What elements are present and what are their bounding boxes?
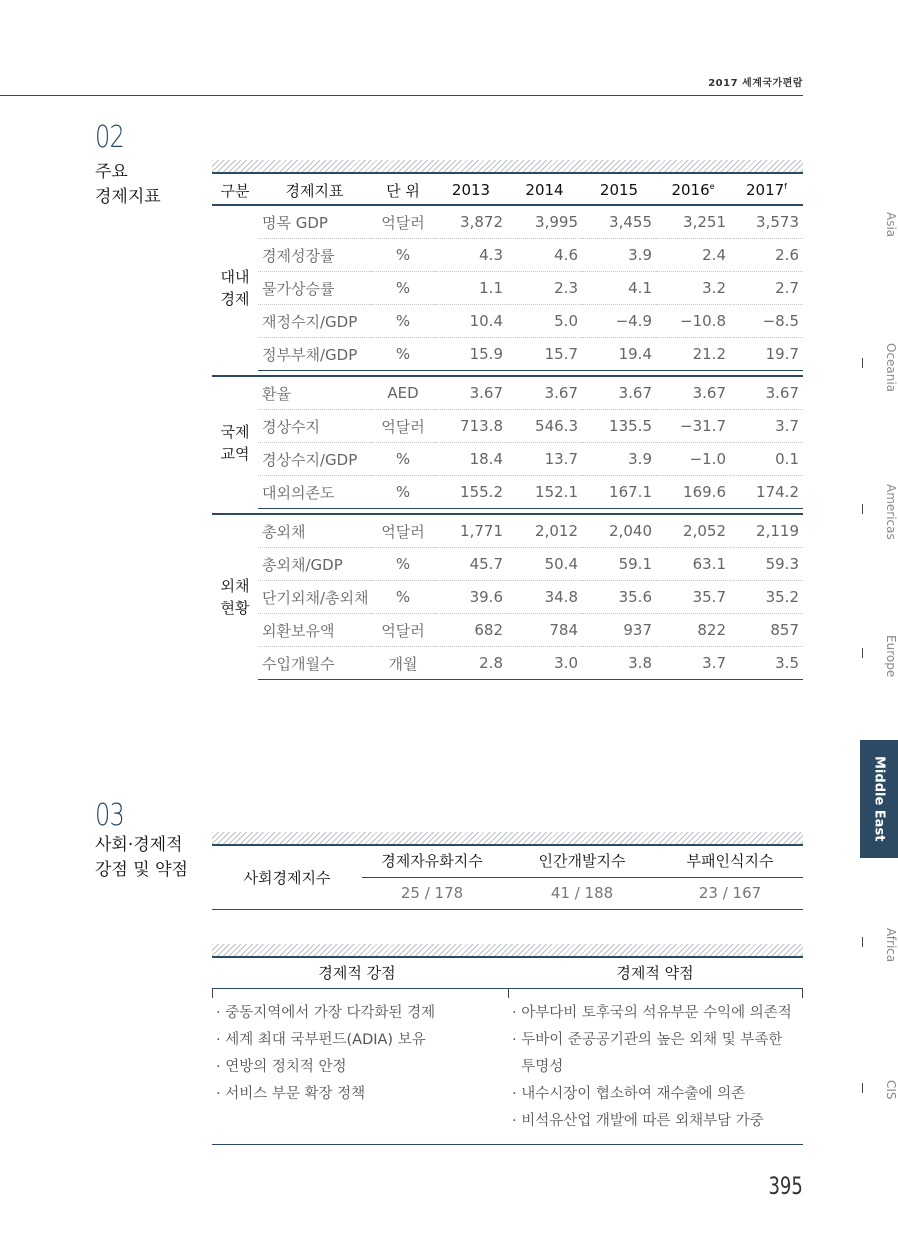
strengths-list <box>216 1000 506 1108</box>
value-cell: 152.1 <box>507 476 582 509</box>
value-cell: 3.0 <box>507 647 582 680</box>
indicator-cell: 환율 <box>258 376 371 410</box>
indicator-cell: 경상수지 <box>258 410 371 443</box>
value-cell: 21.2 <box>656 338 730 371</box>
value-cell: 682 <box>435 614 507 647</box>
value-cell: 3.7 <box>730 410 803 443</box>
table-row <box>212 443 803 476</box>
value-cell: 2.4 <box>656 239 730 272</box>
list-item: · 서비스 부문 확장 정책 <box>216 1086 366 1102</box>
header-rule <box>0 95 803 96</box>
value-cell: 4.6 <box>507 239 582 272</box>
value-cell: 63.1 <box>656 548 730 581</box>
table-row <box>212 614 803 647</box>
value-cell: 3.67 <box>582 376 656 410</box>
value-cell: 0.1 <box>730 443 803 476</box>
unit-cell: 억달러 <box>371 614 435 647</box>
value-cell: 857 <box>730 614 803 647</box>
column-header: 구분 <box>212 176 258 205</box>
value-cell: 1.1 <box>435 272 507 305</box>
sw-hatch-band <box>212 944 803 956</box>
value-cell: 3.67 <box>730 376 803 410</box>
index-top-rule <box>212 844 803 846</box>
value-cell: 2.8 <box>435 647 507 680</box>
table-row <box>212 272 803 305</box>
value-cell: 3.67 <box>656 376 730 410</box>
indicator-cell: 총외채 <box>258 514 371 548</box>
section-title-line: 강점 및 약점 <box>95 860 188 880</box>
value-cell: −10.8 <box>656 305 730 338</box>
table-row <box>212 239 803 272</box>
estimate-marker: e <box>709 182 715 191</box>
column-header: 2014 <box>507 176 582 205</box>
table-row <box>212 205 803 239</box>
value-cell: 15.7 <box>507 338 582 371</box>
value-cell: 15.9 <box>435 338 507 371</box>
value-cell: 10.4 <box>435 305 507 338</box>
list-item: · 세계 최대 국부펀드(ADIA) 보유 <box>216 1032 426 1048</box>
value-cell: 155.2 <box>435 476 507 509</box>
table-row <box>212 410 803 443</box>
value-cell: 3.9 <box>582 443 656 476</box>
index-name: 경제자유화지수 <box>381 852 483 870</box>
column-header: 2017$^f$ <box>730 176 803 205</box>
value-cell: 5.0 <box>507 305 582 338</box>
table-header-row <box>212 176 803 205</box>
value-cell: 4.3 <box>435 239 507 272</box>
value-cell: 3.67 <box>435 376 507 410</box>
bracket-tick <box>802 988 803 998</box>
value-cell: 169.6 <box>656 476 730 509</box>
value-cell: 937 <box>582 614 656 647</box>
value-cell: 59.1 <box>582 548 656 581</box>
table-top-rule <box>212 172 803 174</box>
list-item: · 두바이 준공공기관의 높은 외채 및 부족한 <box>512 1032 783 1048</box>
value-cell: 167.1 <box>582 476 656 509</box>
unit-cell: 억달러 <box>371 410 435 443</box>
value-cell: 2,012 <box>507 514 582 548</box>
table-hatch-band <box>212 160 803 172</box>
index-value: 41 / 188 <box>550 884 614 902</box>
value-cell: 546.3 <box>507 410 582 443</box>
value-cell: 39.6 <box>435 581 507 614</box>
column-header: 경제지표 <box>258 176 371 205</box>
weaknesses-title: 경제적 약점 <box>616 964 694 982</box>
value-cell: 1,771 <box>435 514 507 548</box>
table-row <box>212 647 803 680</box>
indicator-cell: 재정수지/GDP <box>258 305 371 338</box>
value-cell: 2.6 <box>730 239 803 272</box>
value-cell: 713.8 <box>435 410 507 443</box>
value-cell: 3,455 <box>609 213 652 231</box>
economic-indicators-table <box>212 176 803 680</box>
value-cell: 2,040 <box>582 514 656 548</box>
unit-cell: % <box>371 305 435 338</box>
unit-cell: AED <box>371 376 435 410</box>
bracket-tick <box>508 988 509 998</box>
indicator-cell: 물가상승률 <box>258 272 371 305</box>
indicator-cell: 정부부채/GDP <box>258 338 371 371</box>
table-row <box>212 338 803 371</box>
value-cell: 2,119 <box>730 514 803 548</box>
section-title <box>95 160 161 210</box>
value-cell: 3.8 <box>582 647 656 680</box>
index-name: 인간개발지수 <box>538 852 626 870</box>
tab-europe[interactable]: Europe <box>884 634 898 678</box>
list-item: · 중동지역에서 가장 다각화된 경제 <box>216 1005 436 1021</box>
section-number: 02 <box>95 120 124 155</box>
bracket-tick <box>212 988 213 998</box>
value-cell: 45.7 <box>435 548 507 581</box>
value-cell: 2,052 <box>656 514 730 548</box>
value-cell: 2.3 <box>507 272 582 305</box>
value-cell: 50.4 <box>507 548 582 581</box>
value-cell: −1.0 <box>656 443 730 476</box>
tab-asia[interactable]: Asia <box>884 212 898 238</box>
section-title-line: 사회·경제적 <box>95 835 183 855</box>
list-item: · 내수시장이 협소하여 재수출에 의존 <box>512 1086 746 1102</box>
indicator-cell: 명목 GDP <box>262 213 328 232</box>
category-cell: 외채 현황 <box>212 514 258 680</box>
column-header: 단 위 <box>371 176 435 205</box>
unit-cell: % <box>371 548 435 581</box>
page-number: 395 <box>768 1172 803 1200</box>
tab-americas[interactable]: Americas <box>884 484 898 540</box>
value-cell: −4.9 <box>582 305 656 338</box>
indicator-cell: 외환보유액 <box>258 614 371 647</box>
value-cell: 174.2 <box>730 476 803 509</box>
column-header: 2015 <box>582 176 656 205</box>
table-row <box>212 476 803 509</box>
list-item: 투명성 <box>512 1059 564 1075</box>
value-cell: 3,995 <box>535 213 578 231</box>
unit-cell: 개월 <box>371 647 435 680</box>
index-bottom-rule <box>212 909 803 910</box>
index-value: 23 / 167 <box>698 884 762 902</box>
section-number: 03 <box>95 798 124 833</box>
sw-bottom-rule <box>212 1144 803 1145</box>
value-cell: 3,872 <box>460 213 503 231</box>
value-cell: −8.5 <box>730 305 803 338</box>
indicator-cell: 총외채/GDP <box>258 548 371 581</box>
section-title-line: 경제지표 <box>95 187 161 207</box>
column-header: 2013 <box>435 176 507 205</box>
weaknesses-list <box>512 1000 802 1135</box>
value-cell: 3.9 <box>582 239 656 272</box>
value-cell: 784 <box>507 614 582 647</box>
value-cell: 35.2 <box>730 581 803 614</box>
sw-top-rule <box>212 956 803 958</box>
tab-oceania[interactable]: Oceania <box>884 343 898 393</box>
value-cell: 59.3 <box>730 548 803 581</box>
table-row <box>212 514 803 548</box>
unit-cell: % <box>371 338 435 371</box>
list-item: · 비석유산업 개발에 따른 외채부담 가중 <box>512 1113 764 1129</box>
list-item: · 연방의 정치적 안정 <box>216 1059 347 1075</box>
category-cell: 대내 경제 <box>220 268 250 309</box>
value-cell: 3.67 <box>507 376 582 410</box>
unit-cell: % <box>371 476 435 509</box>
index-name: 부패인식지수 <box>686 852 774 870</box>
indicator-cell: 경제성장률 <box>258 239 371 272</box>
value-cell: 2.7 <box>730 272 803 305</box>
value-cell: −31.7 <box>656 410 730 443</box>
value-cell: 19.4 <box>582 338 656 371</box>
value-cell: 135.5 <box>582 410 656 443</box>
value-cell: 18.4 <box>435 443 507 476</box>
indicator-cell: 대외의존도 <box>258 476 371 509</box>
tab-africa[interactable]: Africa <box>884 927 898 963</box>
unit-cell: 억달러 <box>381 213 425 232</box>
index-header-rule <box>362 877 803 878</box>
table-row <box>212 305 803 338</box>
column-header: 2016e <box>656 176 730 205</box>
unit-cell: 억달러 <box>371 514 435 548</box>
running-header-title: 2017 세계국가편람 <box>708 78 803 89</box>
value-cell: 3.5 <box>730 647 803 680</box>
unit-cell: % <box>371 443 435 476</box>
value-cell: 3.2 <box>656 272 730 305</box>
value-cell: 3,251 <box>683 213 726 231</box>
value-cell: 822 <box>656 614 730 647</box>
table-row <box>212 548 803 581</box>
unit-cell: % <box>371 239 435 272</box>
unit-cell: % <box>371 581 435 614</box>
forecast-marker: f <box>784 182 787 191</box>
table-row <box>212 581 803 614</box>
socioeconomic-index-label: 사회경제지수 <box>243 868 331 887</box>
list-item: · 아부다비 토후국의 석유부문 수익에 의존적 <box>512 1005 792 1021</box>
value-cell: 34.8 <box>507 581 582 614</box>
unit-cell: % <box>371 272 435 305</box>
indicator-cell: 수입개월수 <box>258 647 371 680</box>
table-row <box>212 376 803 410</box>
value-cell: 13.7 <box>507 443 582 476</box>
strengths-title: 경제적 강점 <box>318 964 396 982</box>
indicator-cell: 단기외채/총외채 <box>258 581 371 614</box>
index-value: 25 / 178 <box>400 884 464 902</box>
category-cell: 국제 교역 <box>212 376 258 509</box>
tab-middle-east[interactable]: Middle East <box>860 740 898 858</box>
tab-cis[interactable]: CIS <box>884 1080 898 1100</box>
value-cell: 19.7 <box>730 338 803 371</box>
value-cell: 35.6 <box>582 581 656 614</box>
section-title-line: 주요 <box>95 162 128 182</box>
indicator-cell: 경상수지/GDP <box>258 443 371 476</box>
value-cell: 3,573 <box>756 213 799 231</box>
value-cell: 35.7 <box>656 581 730 614</box>
value-cell: 3.7 <box>656 647 730 680</box>
value-cell: 4.1 <box>582 272 656 305</box>
index-hatch-band <box>212 832 803 844</box>
section-title <box>95 833 188 883</box>
